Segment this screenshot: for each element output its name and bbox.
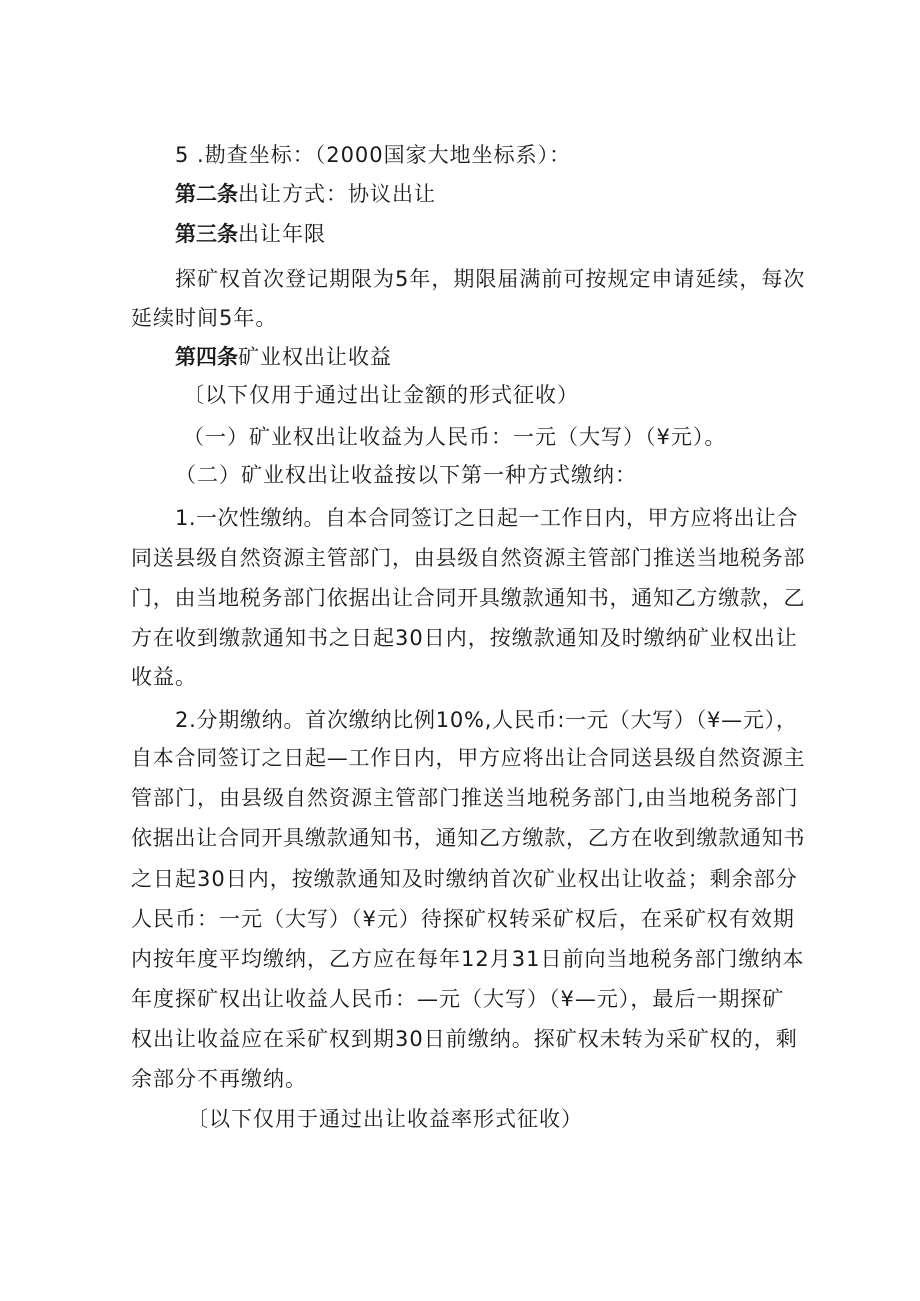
line-text: 人民币：一元（大写）（¥元）待探矿权转采矿权后，在采矿权有效期 bbox=[131, 907, 795, 931]
line-text: 年度探矿权出让收益人民币：—元（大写）（¥—元），最后一期探矿 bbox=[131, 987, 785, 1011]
line-text: 方在收到缴款通知书之日起30日内，按缴款通知及时缴纳矿业权出让 bbox=[131, 626, 798, 650]
paragraph-line bbox=[131, 785, 799, 811]
note-line bbox=[183, 382, 579, 408]
paragraph-line bbox=[131, 866, 798, 892]
paragraph-line bbox=[131, 825, 805, 851]
paragraph-line bbox=[131, 545, 805, 571]
line-text: （一）矿业权出让收益为人民币：一元（大写）（¥元）。 bbox=[183, 425, 727, 449]
article-3-line bbox=[175, 221, 326, 247]
article-heading: 第二条 bbox=[175, 182, 238, 206]
line-text: 延续时间5年。 bbox=[131, 306, 278, 330]
article-heading: 第三条 bbox=[175, 222, 238, 246]
line-text: 〔以下仅用于通过出让金额的形式征收） bbox=[183, 383, 579, 407]
line-text: 〔以下仅用于通过出让收益率形式征收） bbox=[187, 1107, 583, 1131]
line-text: 余部分不再缴纳。 bbox=[131, 1067, 307, 1091]
paragraph-line bbox=[131, 946, 804, 972]
paragraph-line bbox=[131, 745, 805, 771]
article-heading: 第四条 bbox=[175, 345, 238, 369]
paragraph-line bbox=[175, 707, 798, 733]
paragraph-line bbox=[131, 585, 805, 611]
line-text: 自本合同签订之日起—工作日内，甲方应将出让合同送县级自然资源主 bbox=[131, 746, 806, 770]
item-line bbox=[175, 462, 637, 488]
paragraph-line bbox=[131, 625, 798, 651]
note-line bbox=[187, 1106, 583, 1132]
paragraph-line bbox=[131, 1026, 798, 1052]
paragraph-line bbox=[175, 505, 798, 531]
line-text: 矿业权出让收益 bbox=[238, 345, 392, 369]
line-text: 5 .勘查坐标：（2000国家大地坐标系）： bbox=[175, 143, 572, 167]
article-4-line bbox=[175, 344, 392, 370]
paragraph-line bbox=[131, 906, 795, 932]
line-text: 同送县级自然资源主管部门，由县级自然资源主管部门推送当地税务部 bbox=[131, 546, 806, 570]
line-text: 管部门，由县级自然资源主管部门推送当地税务部门,由当地税务部门 bbox=[131, 786, 799, 810]
paragraph-line bbox=[131, 664, 197, 690]
line-text: 收益。 bbox=[131, 665, 197, 689]
line-text: 出让年限 bbox=[238, 222, 326, 246]
line-text: 探矿权首次登记期限为5年，期限届满前可按规定申请延续，每次 bbox=[175, 267, 806, 291]
line-text: 依据出让合同开具缴款通知书，通知乙方缴款，乙方在收到缴款通知书 bbox=[131, 826, 806, 850]
line-text: 1.一次性缴纳。自本合同签订之日起一工作日内，甲方应将出让合 bbox=[175, 506, 799, 530]
article-2-line bbox=[175, 181, 436, 207]
line-text: 2.分期缴纳。首次缴纳比例10%,人民币:一元（大写）（¥—元）， bbox=[175, 708, 798, 732]
line-text: 出让方式：协议出让 bbox=[238, 182, 436, 206]
line-text: 内按年度平均缴纳，乙方应在每年12月31日前向当地税务部门缴纳本 bbox=[131, 947, 805, 971]
line-text: 之日起30日内，按缴款通知及时缴纳首次矿业权出让收益；剩余部分 bbox=[131, 867, 798, 891]
paragraph-line bbox=[131, 305, 277, 331]
line-text: 门，由当地税务部门依据出让合同开具缴款通知书，通知乙方缴款，乙 bbox=[131, 586, 806, 610]
paragraph-line bbox=[131, 1066, 307, 1092]
coordinate-system-line bbox=[175, 142, 571, 168]
line-text: 权出让收益应在采矿权到期30日前缴纳。探矿权未转为采矿权的，剩 bbox=[131, 1027, 798, 1051]
line-text: （二）矿业权出让收益按以下第一种方式缴纳： bbox=[175, 463, 637, 487]
paragraph-line bbox=[175, 266, 805, 292]
item-line bbox=[183, 424, 726, 450]
paragraph-line bbox=[131, 986, 784, 1012]
